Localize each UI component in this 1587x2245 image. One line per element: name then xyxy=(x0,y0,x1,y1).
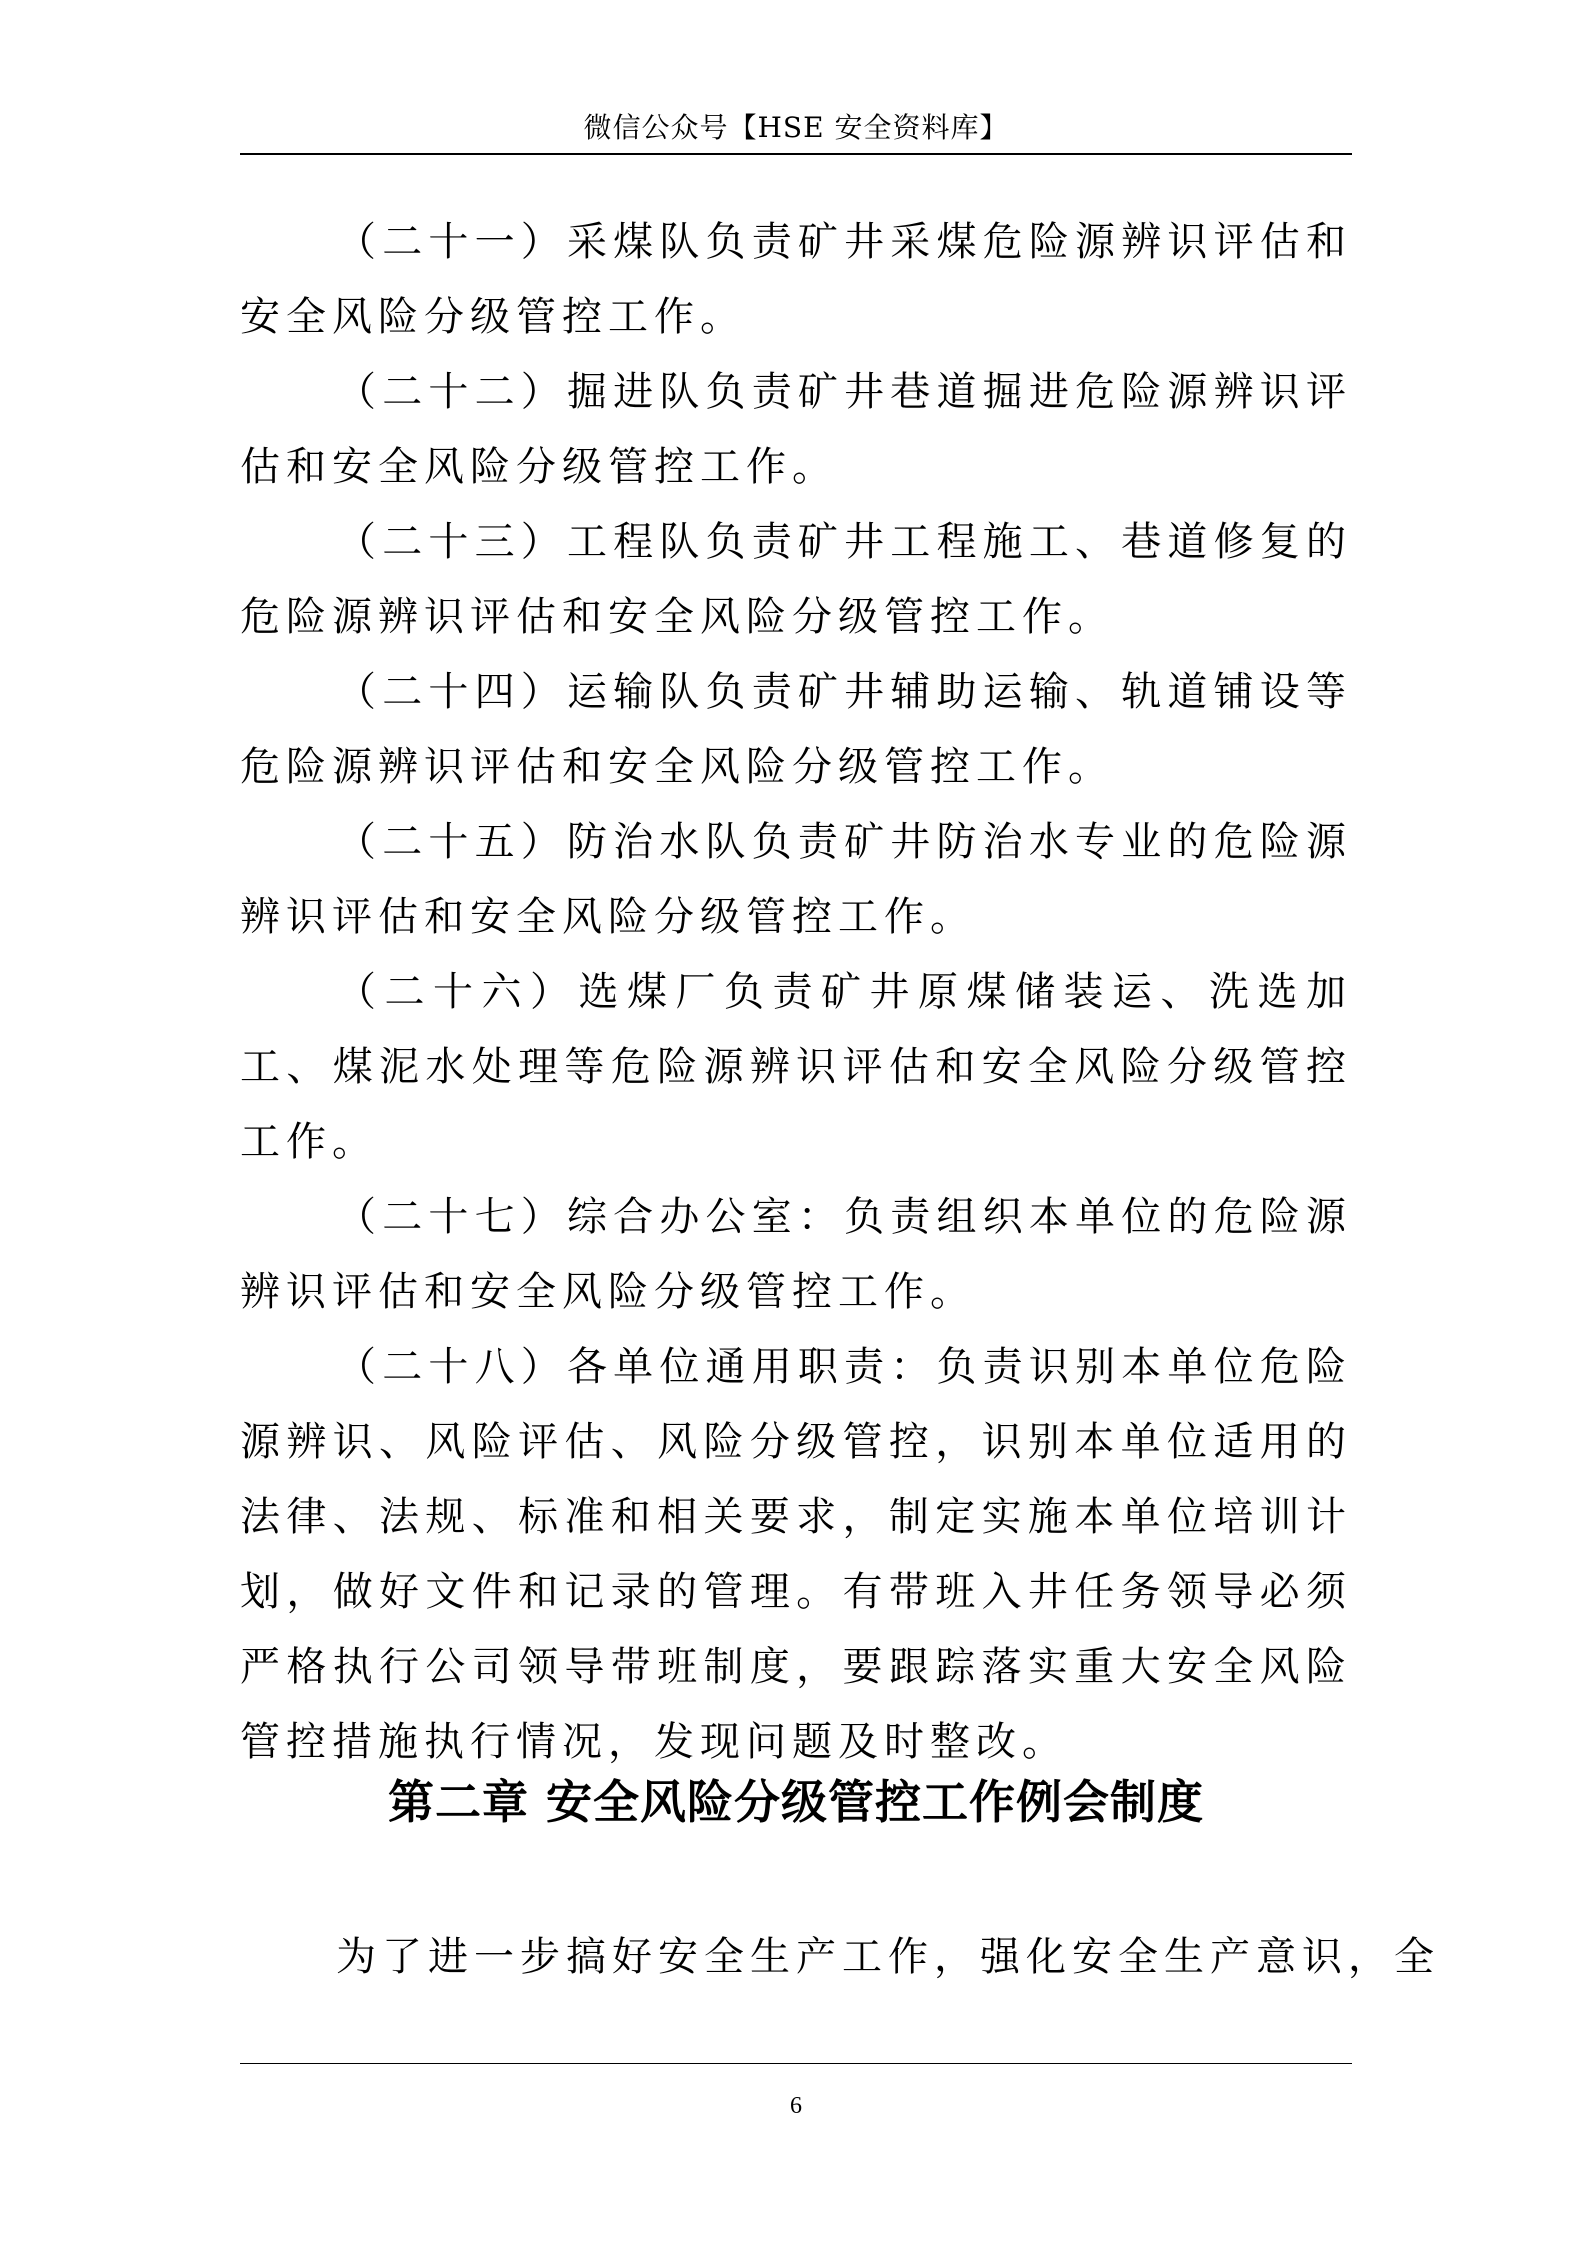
paragraph-28: （二十八）各单位通用职责：负责识别本单位危险源辨识、风险评估、风险分级管控，识别本单位适用的法律、法规、标准和相关要求，制定实施本单位培训计划，做好文件和记录的管理。有带班入井任务领导必须严格执行公司领导带班制度，要跟踪落实重大安全风险管控措施执行情况，发现问题及时整改。 xyxy=(240,1344,1352,1765)
paragraph-27: （二十七）综合办公室：负责组织本单位的危险源辨识评估和安全风险分级管控工作。 xyxy=(240,1194,1352,1315)
paragraph-24: （二十四）运输队负责矿井辅助运输、轨道铺设等危险源辨识评估和安全风险分级管控工作。 xyxy=(240,669,1352,790)
chapter-intro-paragraph: 为了进一步搞好安全生产工作，强化安全生产意识，全 xyxy=(336,1934,1440,1980)
paragraph-22: （二十二）掘进队负责矿井巷道掘进危险源辨识评估和安全风险分级管控工作。 xyxy=(240,369,1352,490)
paragraph-25: （二十五）防治水队负责矿井防治水专业的危险源辨识评估和安全风险分级管控工作。 xyxy=(240,819,1352,940)
paragraph-23: （二十三）工程队负责矿井工程施工、巷道修复的危险源辨识评估和安全风险分级管控工作。 xyxy=(240,519,1352,640)
document-body xyxy=(240,205,1352,1780)
page-number: 6 xyxy=(790,2093,802,2119)
paragraph-21: （二十一）采煤队负责矿井采煤危险源辨识评估和安全风险分级管控工作。 xyxy=(240,219,1352,340)
header-title: 微信公众号【HSE 安全资料库】 xyxy=(583,111,1009,144)
header-divider xyxy=(240,153,1352,155)
paragraph-26: （二十六）选煤厂负责矿井原煤储装运、洗选加工、煤泥水处理等危险源辨识评估和安全风险分级管控工作。 xyxy=(240,969,1352,1165)
chapter-title: 第二章 安全风险分级管控工作例会制度 xyxy=(387,1775,1204,1829)
footer-divider xyxy=(240,2063,1352,2064)
